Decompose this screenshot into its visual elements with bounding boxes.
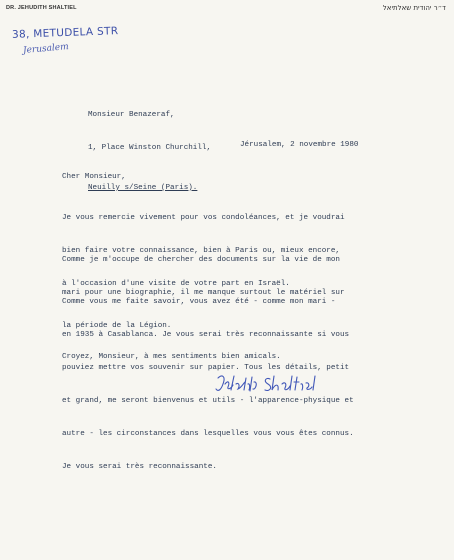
paragraph-line: Comme je m'occupe de chercher des documents sur la vie de mon: [62, 256, 340, 264]
letterhead-name-hebrew: ד״ר יהודית שאלתיאל: [382, 4, 446, 12]
letter-date: Jérusalem, 2 novembre 1980: [240, 141, 359, 149]
closing-line: Croyez, Monsieur, à mes sentiments bien amicals.: [62, 353, 281, 361]
paragraph-line: Je vous remercie vivement pour vos condoléances, et je voudrai: [62, 214, 345, 222]
letterhead-name-latin: DR. JEHUDITH SHALTIEL: [6, 5, 77, 11]
paragraph-line: la période de la Légion.: [62, 322, 172, 330]
recipient-line: Neuilly s/Seine (Paris).: [88, 184, 198, 192]
paragraph-line: Comme vous me faite savoir, vous avez été - comme mon mari -: [62, 298, 336, 306]
greeting: Cher Monsieur,: [62, 173, 126, 181]
handwritten-city: Jerusalem: [22, 42, 70, 56]
paragraph-line: à l'occasion d'une visite de votre part en Israël.: [62, 280, 290, 288]
recipient-line: 1, Place Winston Churchill,: [88, 144, 212, 152]
paragraph-line: pouviez mettre vos souvenir sur papier. Tous les détails, petit: [62, 364, 350, 372]
handwritten-address: 38, METUDELA STR: [11, 25, 119, 41]
paragraph-line: et grand, me seront bienvenus et utils - l'apparence-physique et: [62, 397, 354, 405]
paragraph-line: Je vous serai très reconnaissante.: [62, 463, 217, 471]
paragraph-line: mari pour une biographie, il me manque surtout le matériel sur: [62, 289, 345, 297]
recipient-line: Monsieur Benazeraf,: [88, 111, 175, 119]
paragraph-line: en 1935 à Casablanca. Je vous serai très reconnaissante si vous: [62, 331, 350, 339]
handwritten-signature: [212, 370, 342, 400]
paragraph-line: autre - les circonstances dans lesquelles vous vous êtes connus.: [62, 430, 354, 438]
paragraph-line: bien faire votre connaissance, bien à Paris ou, mieux encore,: [62, 247, 340, 255]
